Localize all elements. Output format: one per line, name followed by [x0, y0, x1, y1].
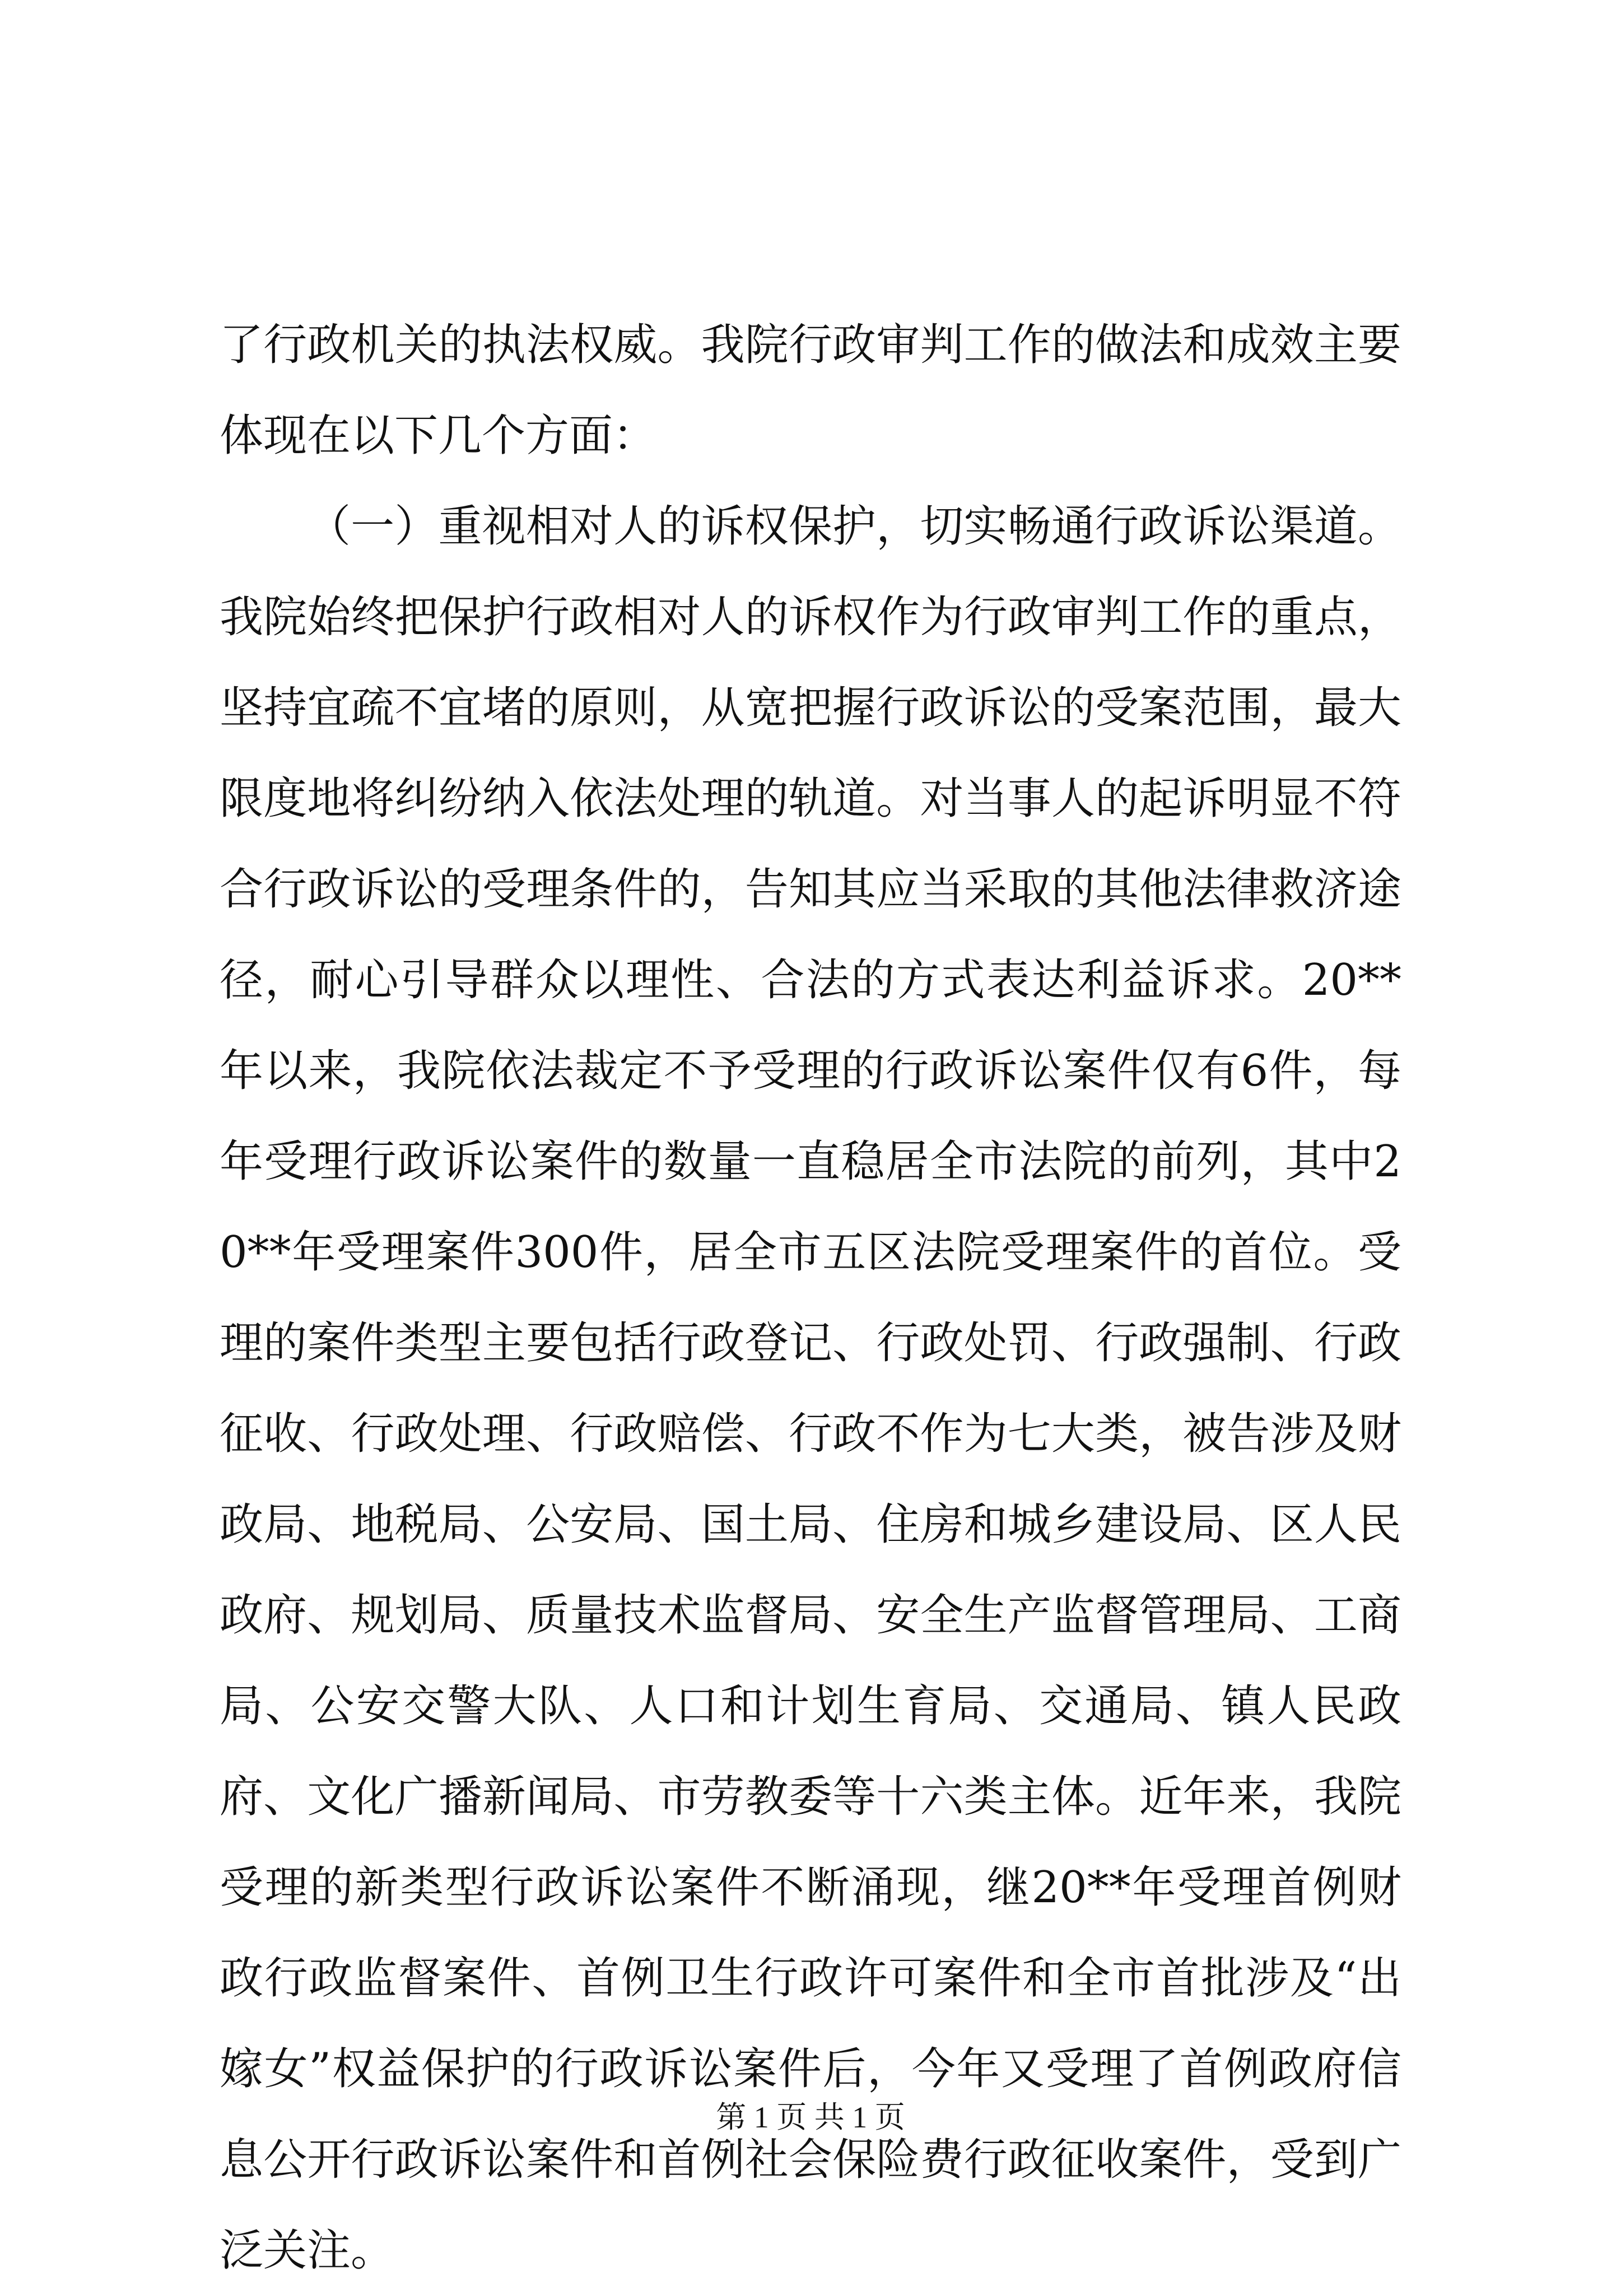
document-body [220, 300, 1401, 2296]
page-footer: 第 1 页 共 1 页 [716, 2101, 905, 2134]
paragraph-continuation: 了行政机关的执法权威。我院行政审判工作的做法和成效主要体现在以下几个方面： [220, 320, 1401, 461]
paragraph-section-one: （一）重视相对人的诉权保护，切实畅通行政诉讼渠道。我院始终把保护行政相对人的诉权作为行政审判工作的重点，坚持宜疏不宜堵的原则，从宽把握行政诉讼的受案范围，最大限度地将纠纷纳入依法处理的轨道。对当事人的起诉明显不符合行政诉讼的受理条件的，告知其应当采取的其他法律救济途径，耐心引导群众以理性、合法的方式表达利益诉求。20**年以来，我院依法裁定不予受理的行政诉讼案件仅有6件，每年受理行政诉讼案件的数量一直稳居全市法院的前列，其中20**年受理案件300件，居全市五区法院受理案件的首位。受理的案件类型主要包括行政登记、行政处罚、行政强制、行政征收、行政处理、行政赔偿、行政不作为七大类，被告涉及财政局、地税局、公安局、国土局、住房和城乡建设局、区人民政府、规划局、质量技术监督局、安全生产监督管理局、工商局、公安交警大队、人口和计划生育局、交通局、镇人民政府、文化广播新闻局、市劳教委等十六类主体。近年来，我院受理的新类型行政诉讼案件不断涌现，继20**年受理首例财政行政监督案件、首例卫生行政许可案件和全市首批涉及“出嫁女”权益保护的行政诉讼案件后，今年又受理了首例政府信息公开行政诉讼案件和首例社会保险费行政征收案件，受到广泛关注。 [220, 501, 1401, 2276]
